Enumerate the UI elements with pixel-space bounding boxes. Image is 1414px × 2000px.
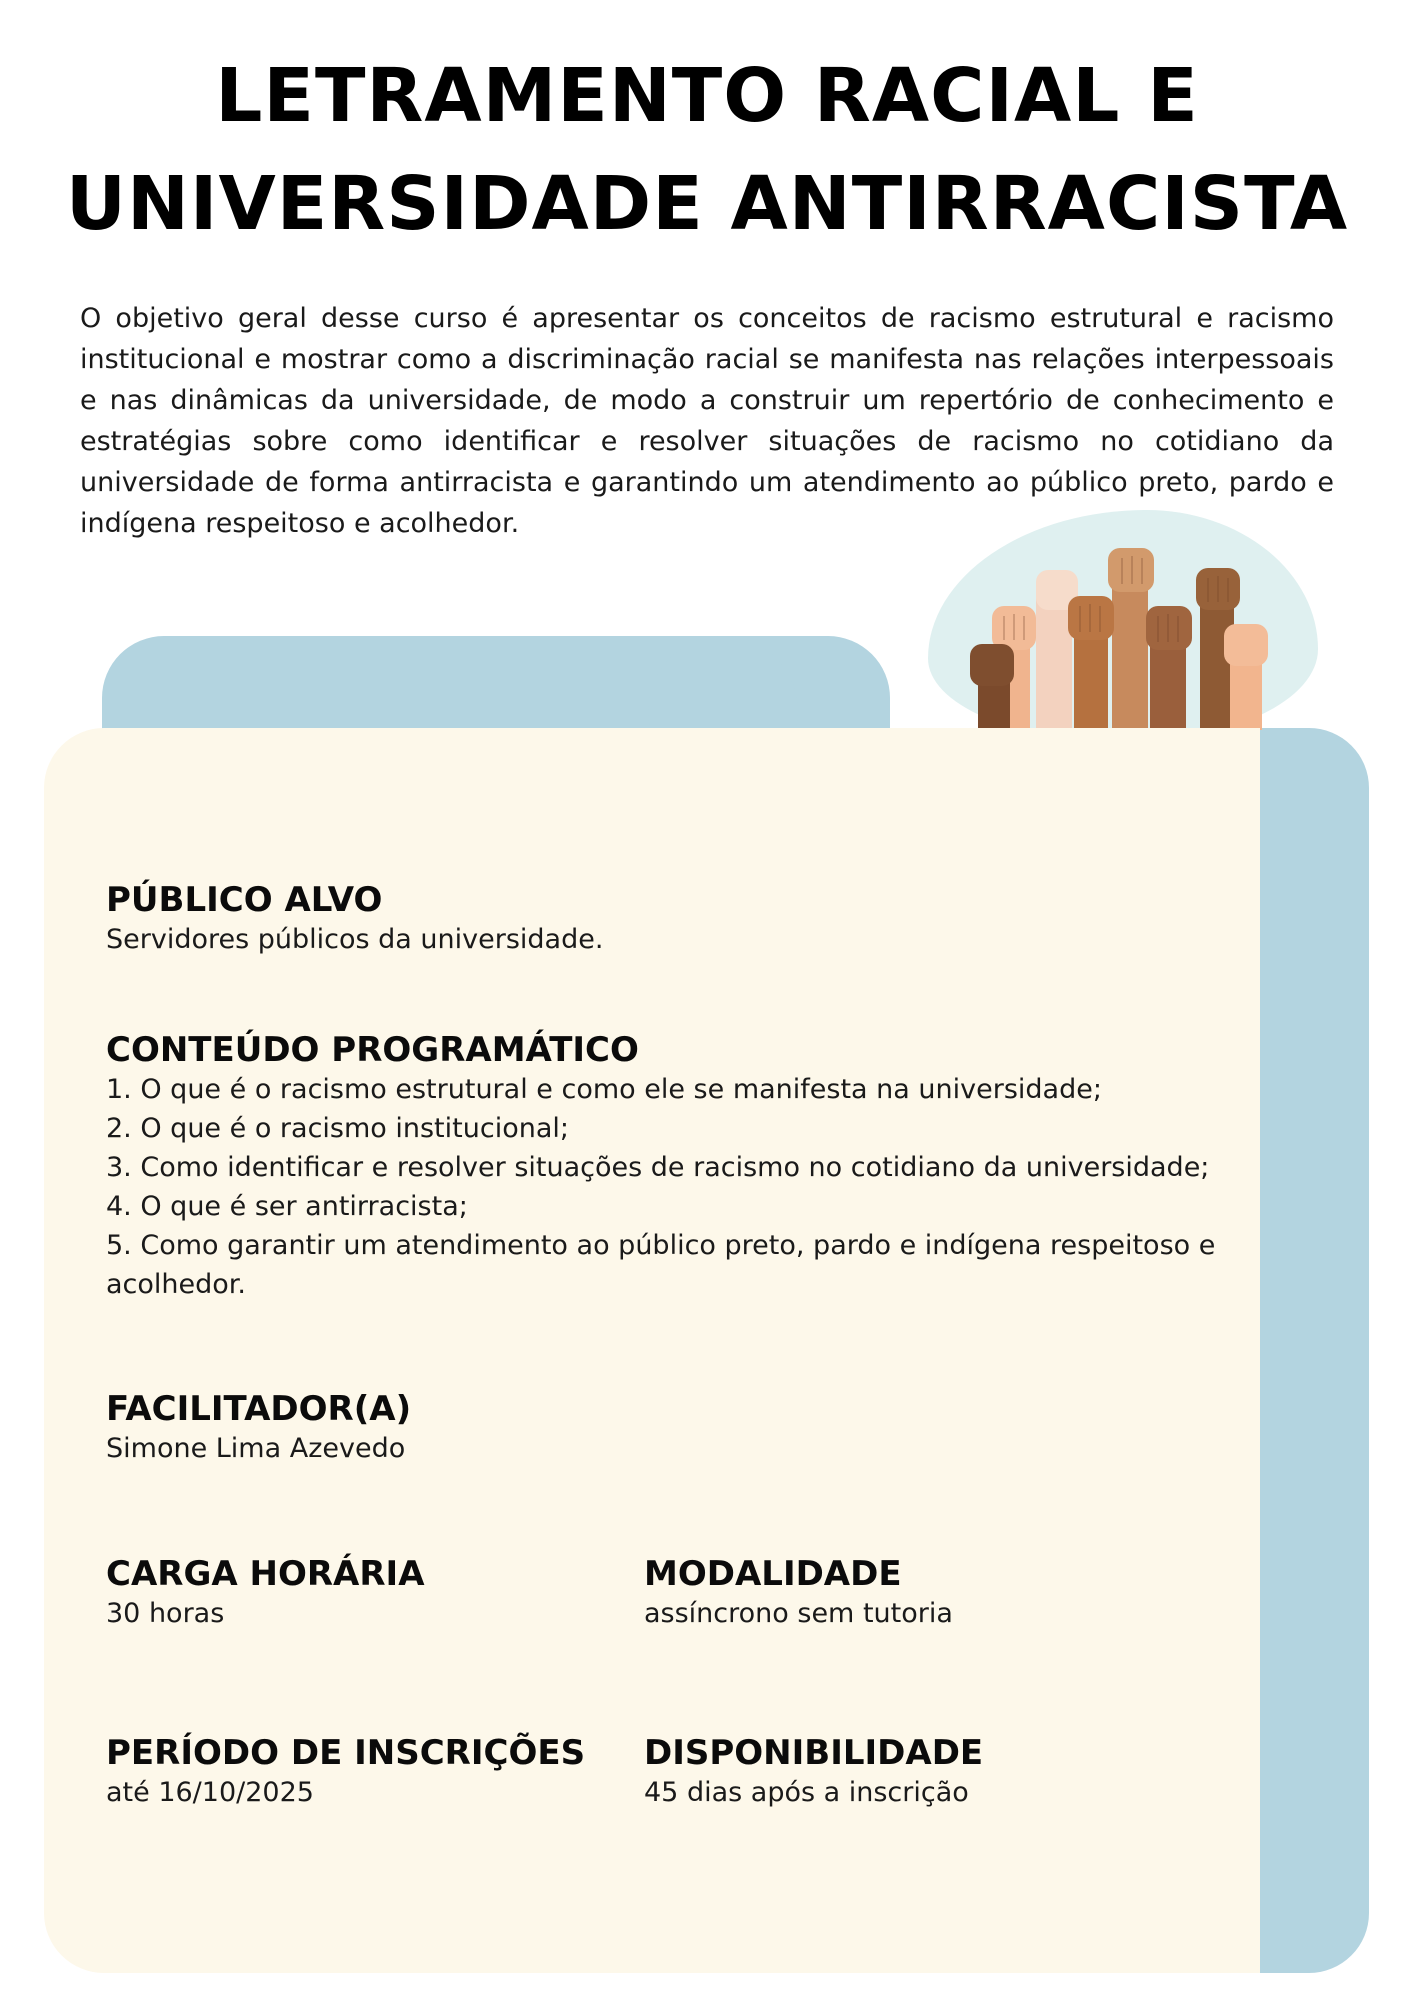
section-publico-alvo <box>106 880 1206 959</box>
disponibilidade-heading: DISPONIBILIDADE <box>644 1733 984 1773</box>
periodo-text: até 16/10/2025 <box>106 1777 314 1808</box>
section-periodo-inscricoes <box>106 1733 636 1812</box>
list-item: 1. O que é o racismo estrutural e como ele se manifesta na universidade; <box>106 1074 1102 1105</box>
raised-fists-illustration <box>968 540 1298 730</box>
modalidade-text: assíncrono sem tutoria <box>644 1598 953 1629</box>
list-item: 4. O que é ser antirracista; <box>106 1191 468 1222</box>
section-conteudo-programatico <box>106 1030 1216 1304</box>
publico-alvo-heading: PÚBLICO ALVO <box>106 880 383 920</box>
modalidade-heading: MODALIDADE <box>644 1554 902 1594</box>
disponibilidade-text: 45 dias após a inscrição <box>644 1777 969 1808</box>
intro-paragraph: O objetivo geral desse curso é apresentar os conceitos de racismo estrutural e racismo institucional e mostrar como a discriminação racial se manifesta nas relações interpessoais e nas dinâmicas da universidade, de modo a construir um repertório de conhecimento e estratégias sobre como identificar e resolver situações de racismo no cotidiano da universidade de forma antirracista e garantindo um atendimento ao público preto, pardo e indígena respeitoso e acolhedor. <box>80 303 1334 539</box>
list-item: 3. Como identificar e resolver situações de racismo no cotidiano da universidade; <box>106 1152 1210 1183</box>
section-modalidade <box>644 1554 1204 1633</box>
title-line-1: LETRAMENTO RACIAL E <box>215 53 1199 139</box>
publico-alvo-text: Servidores públicos da universidade. <box>106 924 604 955</box>
section-facilitador <box>106 1389 906 1468</box>
list-item: 2. O que é o racismo institucional; <box>106 1113 569 1144</box>
conteudo-list <box>106 1070 1216 1304</box>
list-item: 5. Como garantir um atendimento ao público preto, pardo e indígena respeitoso e acolhedor. <box>106 1230 1216 1300</box>
facilitador-text: Simone Lima Azevedo <box>106 1433 406 1464</box>
section-disponibilidade <box>644 1733 1204 1812</box>
carga-horaria-text: 30 horas <box>106 1598 225 1629</box>
conteudo-heading: CONTEÚDO PROGRAMÁTICO <box>106 1030 639 1070</box>
title-line-2: UNIVERSIDADE ANTIRRACISTA <box>65 161 1349 247</box>
section-carga-horaria <box>106 1554 626 1633</box>
carga-horaria-heading: CARGA HORÁRIA <box>106 1554 425 1594</box>
facilitador-heading: FACILITADOR(A) <box>106 1389 412 1429</box>
page-title <box>0 42 1414 258</box>
periodo-heading: PERÍODO DE INSCRIÇÕES <box>106 1733 586 1773</box>
